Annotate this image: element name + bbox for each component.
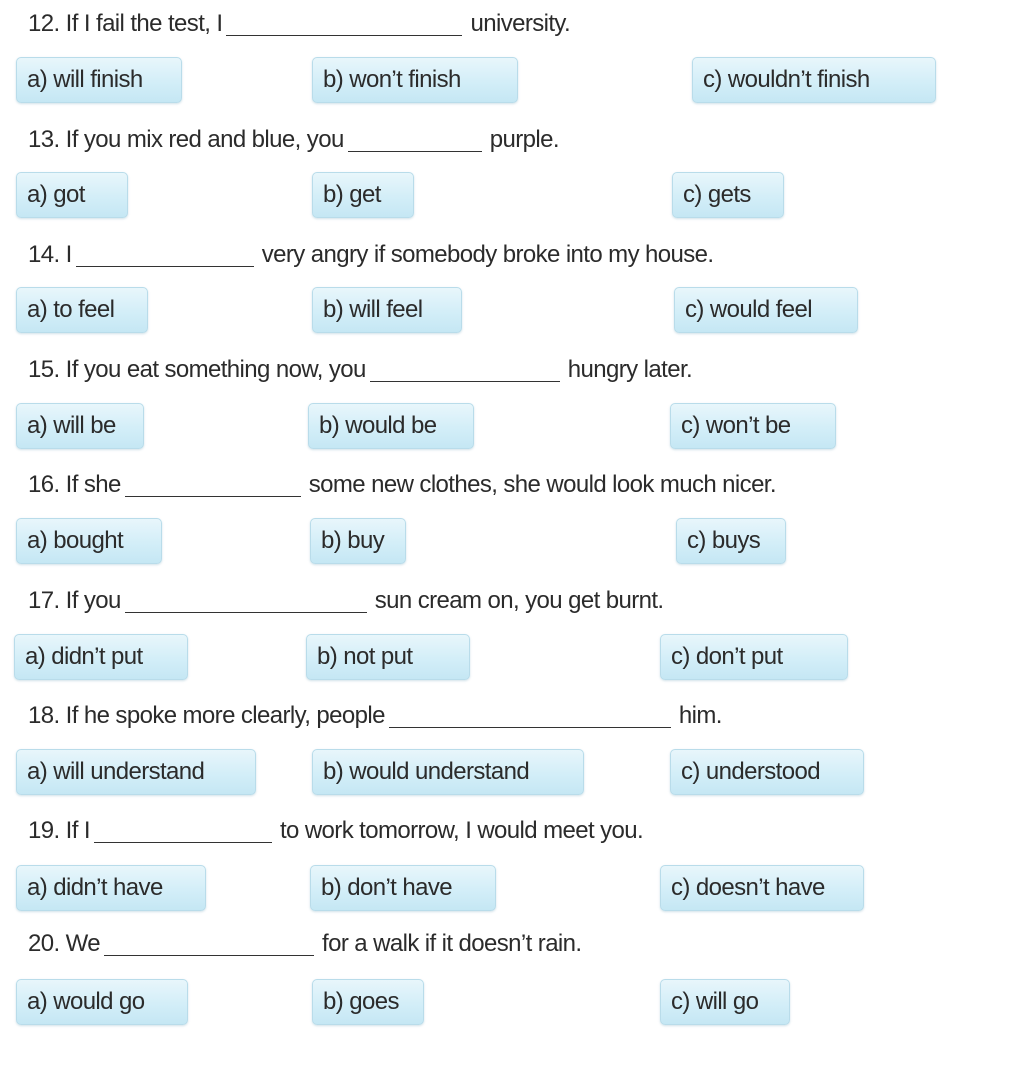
option-20-c[interactable]: c) will go: [660, 979, 790, 1025]
option-14-b[interactable]: b) will feel: [312, 287, 462, 333]
question-number: 14.: [28, 241, 60, 268]
option-16-a[interactable]: a) bought: [16, 518, 162, 564]
option-17-b[interactable]: b) not put: [306, 634, 470, 680]
question-19: [28, 813, 643, 849]
question-text-after: sun cream on, you get burnt.: [374, 587, 664, 614]
question-text-before: If he spoke more clearly, people: [65, 702, 385, 729]
question-12: [28, 6, 570, 42]
option-18-c[interactable]: c) understood: [670, 749, 864, 795]
question-text-after: him.: [678, 702, 722, 729]
option-18-b[interactable]: b) would understand: [312, 749, 584, 795]
option-19-b[interactable]: b) don’t have: [310, 865, 496, 911]
question-text-before: If I: [65, 817, 90, 844]
question-number: 19.: [28, 817, 60, 844]
question-text-before: If you mix red and blue, you: [65, 126, 344, 153]
question-number: 16.: [28, 471, 60, 498]
question-text-before: If she: [65, 471, 121, 498]
question-text-after: purple.: [489, 126, 559, 153]
question-text-after: for a walk if it doesn’t rain.: [322, 930, 582, 957]
question-number: 20.: [28, 930, 60, 957]
question-text-before: If I fail the test, I: [65, 10, 223, 37]
answer-blank: [125, 474, 301, 497]
question-text-after: hungry later.: [567, 356, 693, 383]
question-text-after: to work tomorrow, I would meet you.: [279, 817, 644, 844]
answer-blank: [226, 13, 462, 36]
option-17-c[interactable]: c) don’t put: [660, 634, 848, 680]
question-text-after: very angry if somebody broke into my house.: [261, 241, 714, 268]
question-text-before: If you: [65, 587, 121, 614]
option-20-b[interactable]: b) goes: [312, 979, 424, 1025]
question-number: 18.: [28, 702, 60, 729]
option-13-a[interactable]: a) got: [16, 172, 128, 218]
question-18: [28, 698, 722, 734]
option-15-c[interactable]: c) won’t be: [670, 403, 836, 449]
answer-blank: [348, 129, 482, 152]
question-number: 17.: [28, 587, 60, 614]
question-text-after: university.: [470, 10, 571, 37]
option-15-a[interactable]: a) will be: [16, 403, 144, 449]
question-16: [28, 467, 776, 503]
question-20: [28, 926, 582, 962]
question-number: 13.: [28, 126, 60, 153]
option-12-a[interactable]: a) will finish: [16, 57, 182, 103]
answer-blank: [104, 933, 314, 956]
option-12-c[interactable]: c) wouldn’t finish: [692, 57, 936, 103]
question-number: 15.: [28, 356, 60, 383]
option-18-a[interactable]: a) will understand: [16, 749, 256, 795]
answer-blank: [76, 244, 254, 267]
question-number: 12.: [28, 10, 60, 37]
question-text-after: some new clothes, she would look much nicer.: [308, 471, 776, 498]
option-19-c[interactable]: c) doesn’t have: [660, 865, 864, 911]
option-14-c[interactable]: c) would feel: [674, 287, 858, 333]
question-15: [28, 352, 692, 388]
option-16-b[interactable]: b) buy: [310, 518, 406, 564]
option-13-c[interactable]: c) gets: [672, 172, 784, 218]
option-13-b[interactable]: b) get: [312, 172, 414, 218]
option-12-b[interactable]: b) won’t finish: [312, 57, 518, 103]
option-20-a[interactable]: a) would go: [16, 979, 188, 1025]
question-text-before: We: [65, 930, 101, 957]
option-16-c[interactable]: c) buys: [676, 518, 786, 564]
option-17-a[interactable]: a) didn’t put: [14, 634, 188, 680]
question-13: [28, 122, 559, 158]
answer-blank: [94, 820, 272, 843]
option-19-a[interactable]: a) didn’t have: [16, 865, 206, 911]
answer-blank: [125, 590, 367, 613]
answer-blank: [370, 359, 560, 382]
question-text-before: If you eat something now, you: [65, 356, 366, 383]
question-14: [28, 237, 714, 273]
option-14-a[interactable]: a) to feel: [16, 287, 148, 333]
answer-blank: [389, 705, 671, 728]
question-17: [28, 583, 663, 619]
question-text-before: I: [65, 241, 72, 268]
option-15-b[interactable]: b) would be: [308, 403, 474, 449]
